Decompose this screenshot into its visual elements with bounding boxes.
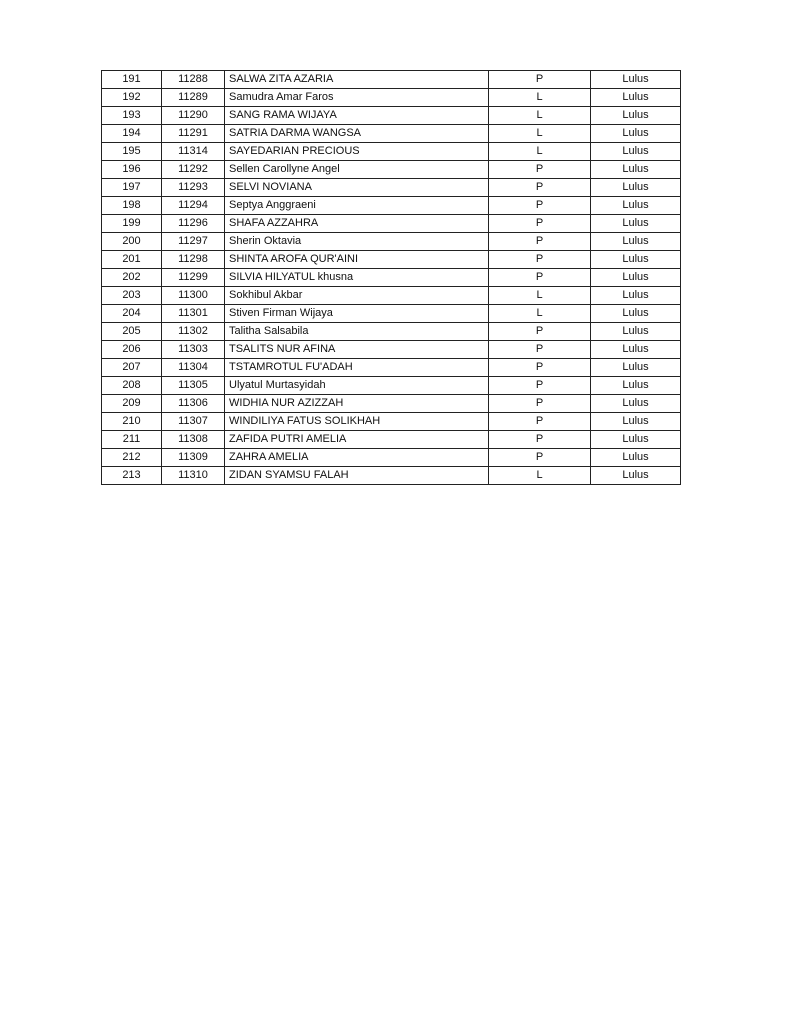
- status-cell: Lulus: [591, 269, 681, 287]
- table-row: [102, 287, 681, 305]
- student-name-cell: SANG RAMA WIJAYA: [225, 107, 489, 125]
- gender-cell: P: [489, 341, 591, 359]
- student-id-cell: 11288: [162, 71, 225, 89]
- table-row: [102, 323, 681, 341]
- row-number-cell: 192: [102, 89, 162, 107]
- status-cell: Lulus: [591, 71, 681, 89]
- table-row: [102, 197, 681, 215]
- status-cell: Lulus: [591, 467, 681, 485]
- student-id-cell: 11300: [162, 287, 225, 305]
- status-cell: Lulus: [591, 197, 681, 215]
- status-cell: Lulus: [591, 431, 681, 449]
- gender-cell: P: [489, 179, 591, 197]
- table-row: [102, 71, 681, 89]
- table-row: [102, 431, 681, 449]
- student-id-cell: 11297: [162, 233, 225, 251]
- status-cell: Lulus: [591, 287, 681, 305]
- status-cell: Lulus: [591, 305, 681, 323]
- table-row: [102, 467, 681, 485]
- student-id-cell: 11308: [162, 431, 225, 449]
- status-cell: Lulus: [591, 323, 681, 341]
- table-row: [102, 143, 681, 161]
- gender-cell: P: [489, 71, 591, 89]
- status-cell: Lulus: [591, 377, 681, 395]
- status-cell: Lulus: [591, 143, 681, 161]
- gender-cell: P: [489, 395, 591, 413]
- table-row: [102, 215, 681, 233]
- row-number-cell: 194: [102, 125, 162, 143]
- student-name-cell: Samudra Amar Faros: [225, 89, 489, 107]
- table-row: [102, 161, 681, 179]
- student-name-cell: Sherin Oktavia: [225, 233, 489, 251]
- row-number-cell: 209: [102, 395, 162, 413]
- student-name-cell: SILVIA HILYATUL khusna: [225, 269, 489, 287]
- student-name-cell: Stiven Firman Wijaya: [225, 305, 489, 323]
- student-name-cell: Talitha Salsabila: [225, 323, 489, 341]
- status-cell: Lulus: [591, 233, 681, 251]
- gender-cell: P: [489, 233, 591, 251]
- row-number-cell: 200: [102, 233, 162, 251]
- row-number-cell: 196: [102, 161, 162, 179]
- table-row: [102, 341, 681, 359]
- status-cell: Lulus: [591, 179, 681, 197]
- gender-cell: L: [489, 125, 591, 143]
- student-name-cell: Ulyatul Murtasyidah: [225, 377, 489, 395]
- student-id-cell: 11304: [162, 359, 225, 377]
- table-row: [102, 107, 681, 125]
- table-row: [102, 179, 681, 197]
- student-id-cell: 11302: [162, 323, 225, 341]
- student-name-cell: ZIDAN SYAMSU FALAH: [225, 467, 489, 485]
- table-row: [102, 413, 681, 431]
- gender-cell: P: [489, 323, 591, 341]
- status-cell: Lulus: [591, 359, 681, 377]
- status-cell: Lulus: [591, 395, 681, 413]
- gender-cell: P: [489, 413, 591, 431]
- row-number-cell: 206: [102, 341, 162, 359]
- row-number-cell: 193: [102, 107, 162, 125]
- student-id-cell: 11306: [162, 395, 225, 413]
- student-id-cell: 11307: [162, 413, 225, 431]
- row-number-cell: 213: [102, 467, 162, 485]
- student-id-cell: 11299: [162, 269, 225, 287]
- row-number-cell: 197: [102, 179, 162, 197]
- table-row: [102, 233, 681, 251]
- row-number-cell: 207: [102, 359, 162, 377]
- student-name-cell: SAYEDARIAN PRECIOUS: [225, 143, 489, 161]
- table-row: [102, 377, 681, 395]
- status-cell: Lulus: [591, 215, 681, 233]
- table-row: [102, 359, 681, 377]
- row-number-cell: 204: [102, 305, 162, 323]
- status-cell: Lulus: [591, 125, 681, 143]
- student-id-cell: 11303: [162, 341, 225, 359]
- row-number-cell: 201: [102, 251, 162, 269]
- row-number-cell: 205: [102, 323, 162, 341]
- table-row: [102, 89, 681, 107]
- status-cell: Lulus: [591, 161, 681, 179]
- row-number-cell: 198: [102, 197, 162, 215]
- row-number-cell: 203: [102, 287, 162, 305]
- student-name-cell: Sokhibul Akbar: [225, 287, 489, 305]
- student-name-cell: SATRIA DARMA WANGSA: [225, 125, 489, 143]
- student-name-cell: TSTAMROTUL FU'ADAH: [225, 359, 489, 377]
- student-name-cell: WIDHIA NUR AZIZZAH: [225, 395, 489, 413]
- gender-cell: P: [489, 197, 591, 215]
- gender-cell: P: [489, 161, 591, 179]
- table-body: [102, 71, 681, 485]
- status-cell: Lulus: [591, 341, 681, 359]
- student-name-cell: TSALITS NUR AFINA: [225, 341, 489, 359]
- gender-cell: L: [489, 107, 591, 125]
- student-name-cell: ZAHRA AMELIA: [225, 449, 489, 467]
- table-row: [102, 251, 681, 269]
- row-number-cell: 199: [102, 215, 162, 233]
- row-number-cell: 191: [102, 71, 162, 89]
- status-cell: Lulus: [591, 107, 681, 125]
- gender-cell: L: [489, 89, 591, 107]
- status-cell: Lulus: [591, 251, 681, 269]
- student-id-cell: 11314: [162, 143, 225, 161]
- student-name-cell: SHINTA AROFA QUR'AINI: [225, 251, 489, 269]
- student-name-cell: SALWA ZITA AZARIA: [225, 71, 489, 89]
- row-number-cell: 202: [102, 269, 162, 287]
- table-row: [102, 305, 681, 323]
- student-id-cell: 11291: [162, 125, 225, 143]
- student-id-cell: 11305: [162, 377, 225, 395]
- student-name-cell: ZAFIDA PUTRI AMELIA: [225, 431, 489, 449]
- student-name-cell: Septya Anggraeni: [225, 197, 489, 215]
- gender-cell: P: [489, 269, 591, 287]
- student-id-cell: 11309: [162, 449, 225, 467]
- student-id-cell: 11294: [162, 197, 225, 215]
- table-row: [102, 395, 681, 413]
- student-id-cell: 11292: [162, 161, 225, 179]
- gender-cell: P: [489, 431, 591, 449]
- student-results-table: [101, 70, 681, 485]
- row-number-cell: 211: [102, 431, 162, 449]
- gender-cell: P: [489, 251, 591, 269]
- status-cell: Lulus: [591, 89, 681, 107]
- gender-cell: L: [489, 467, 591, 485]
- row-number-cell: 212: [102, 449, 162, 467]
- gender-cell: P: [489, 215, 591, 233]
- student-name-cell: SHAFA AZZAHRA: [225, 215, 489, 233]
- status-cell: Lulus: [591, 449, 681, 467]
- row-number-cell: 208: [102, 377, 162, 395]
- student-id-cell: 11310: [162, 467, 225, 485]
- gender-cell: L: [489, 143, 591, 161]
- student-id-cell: 11290: [162, 107, 225, 125]
- student-name-cell: SELVI NOVIANA: [225, 179, 489, 197]
- gender-cell: P: [489, 359, 591, 377]
- student-id-cell: 11293: [162, 179, 225, 197]
- student-name-cell: Sellen Carollyne Angel: [225, 161, 489, 179]
- student-id-cell: 11301: [162, 305, 225, 323]
- student-id-cell: 11289: [162, 89, 225, 107]
- gender-cell: P: [489, 449, 591, 467]
- student-id-cell: 11296: [162, 215, 225, 233]
- row-number-cell: 210: [102, 413, 162, 431]
- table-row: [102, 269, 681, 287]
- status-cell: Lulus: [591, 413, 681, 431]
- student-name-cell: WINDILIYA FATUS SOLIKHAH: [225, 413, 489, 431]
- student-id-cell: 11298: [162, 251, 225, 269]
- table-row: [102, 449, 681, 467]
- gender-cell: L: [489, 287, 591, 305]
- gender-cell: P: [489, 377, 591, 395]
- table-row: [102, 125, 681, 143]
- gender-cell: L: [489, 305, 591, 323]
- row-number-cell: 195: [102, 143, 162, 161]
